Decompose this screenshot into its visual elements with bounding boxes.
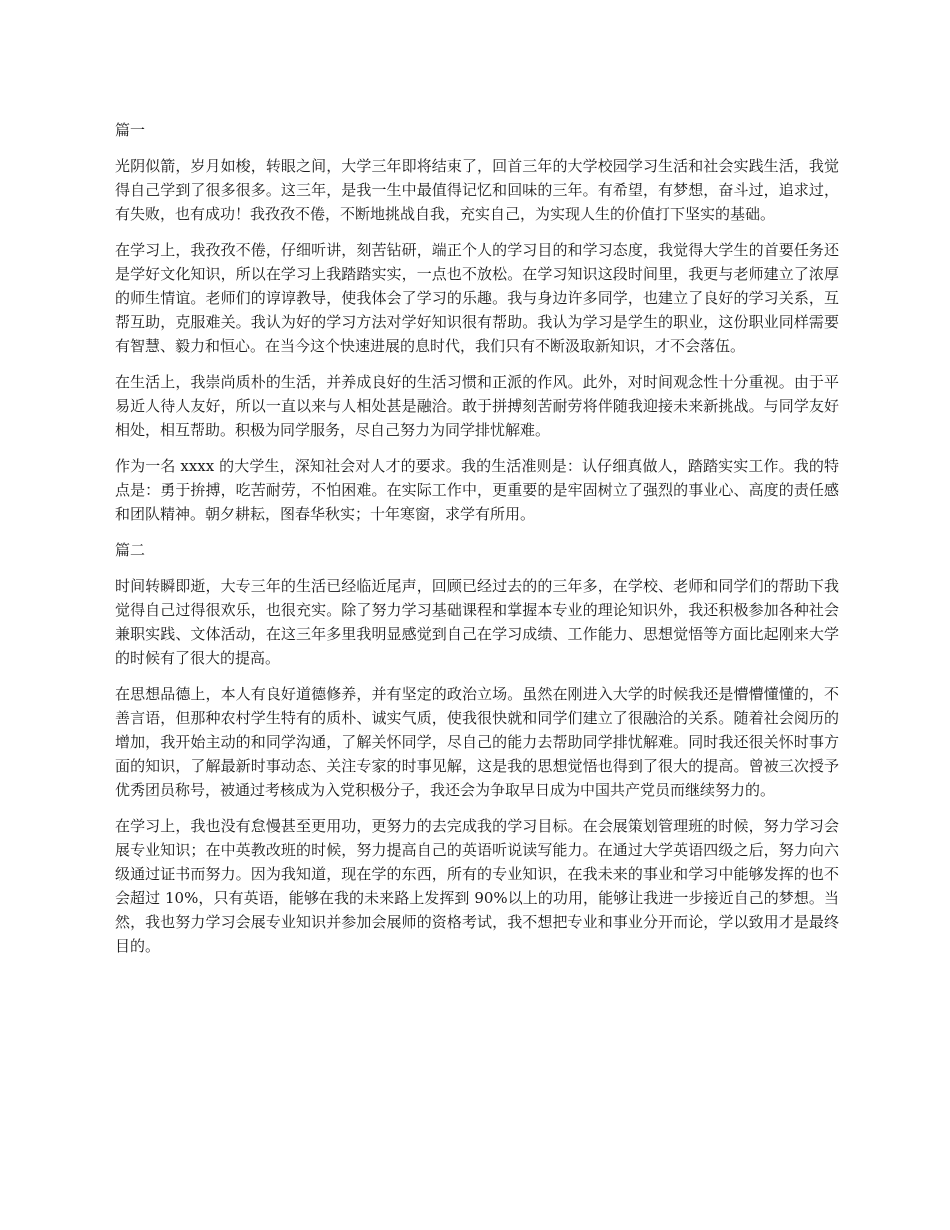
paragraph: 光阴似箭，岁月如梭，转眼之间，大学三年即将结束了，回首三年的大学校园学习生活和社会实践生活，我觉得自己学到了很多很多。这三年，是我一生中最值得记忆和回味的三年。有希望，有梦想，奋斗过，追求过，有失败，也有成功！我孜孜不倦，不断地挑战自我，充实自己，为实现人生的价值打下坚实的基础。 — [115, 157, 839, 223]
paragraph: 在生活上，我崇尚质朴的生活，并养成良好的生活习惯和正派的作风。此外，对时间观念性十分重视。由于平易近人待人友好，所以一直以来与人相处甚是融洽。敢于拼搏刻苦耐劳将伴随我迎接未来新挑战。与同学友好相处，相互帮助。积极为同学服务，尽自己努力为同学排忧解难。 — [115, 373, 839, 439]
paragraph: 时间转瞬即逝，大专三年的生活已经临近尾声，回顾已经过去的的三年多，在学校、老师和同学们的帮助下我觉得自己过得很欢乐，也很充实。除了努力学习基础课程和掌握本专业的理论知识外，我还积极参加各种社会兼职实践、文体活动，在这三年多里我明显感觉到自己在学习成绩、工作能力、思想觉悟等方面比起刚来大学的时候有了很大的提高。 — [115, 577, 839, 667]
paragraph: 作为一名 xxxx 的大学生，深知社会对人才的要求。我的生活准则是：认仔细真做人，踏踏实实工作。我的特点是：勇于拚搏，吃苦耐劳，不怕困难。在实际工作中，更重要的是牢固树立了强烈的事业心、高度的责任感和团队精神。朝夕耕耘，图春华秋实；十年寒窗，求学有所用。 — [115, 457, 839, 523]
paragraph: 在学习上，我也没有怠慢甚至更用功，更努力的去完成我的学习目标。在会展策划管理班的时候，努力学习会展专业知识；在中英教改班的时候，努力提高自己的英语听说读写能力。在通过大学英语四级之后，努力向六级通过证书而努力。因为我知道，现在学的东西，所有的专业知识，在我未来的事业和学习中能够发挥的也不会超过 10%，只有英语，能够在我的未来路上发挥到 90%以上的功用，能够让我进一步接近自己的梦想。当然，我也努力学习会展专业知识并参加会展师的资格考试，我不想把专业和事业分开而论，学以致用才是最终目的。 — [115, 817, 839, 955]
paragraph: 在学习上，我孜孜不倦，仔细听讲，刻苦钻研，端正个人的学习目的和学习态度，我觉得大学生的首要任务还是学好文化知识，所以在学习上我踏踏实实，一点也不放松。在学习知识这段时间里，我更与老师建立了浓厚的师生情谊。老师们的谆谆教导，使我体会了学习的乐趣。我与身边许多同学，也建立了良好的学习关系，互帮互助，克服难关。我认为好的学习方法对学好知识很有帮助。我认为学习是学生的职业，这份职业同样需要有智慧、毅力和恒心。在当今这个快速进展的息时代，我们只有不断汲取新知识，才不会落伍。 — [115, 241, 839, 355]
document-page — [115, 118, 839, 970]
paragraph: 在思想品德上，本人有良好道德修养，并有坚定的政治立场。虽然在刚进入大学的时候我还是懵懵懂懂的，不善言语，但那种农村学生特有的质朴、诚实气质，使我很快就和同学们建立了很融洽的关系。随着社会阅历的增加，我开始主动的和同学沟通，了解关怀同学，尽自己的能力去帮助同学排忧解难。同时我还很关怀时事方面的知识，了解最新时事动态、关注专家的时事见解，这是我的思想觉悟也得到了很大的提高。曾被三次授予优秀团员称号，被通过考核成为入党积极分子，我还会为争取早日成为中国共产党员而继续努力的。 — [115, 685, 839, 799]
section-title: 篇一 — [115, 121, 146, 139]
section-title: 篇二 — [115, 541, 146, 559]
